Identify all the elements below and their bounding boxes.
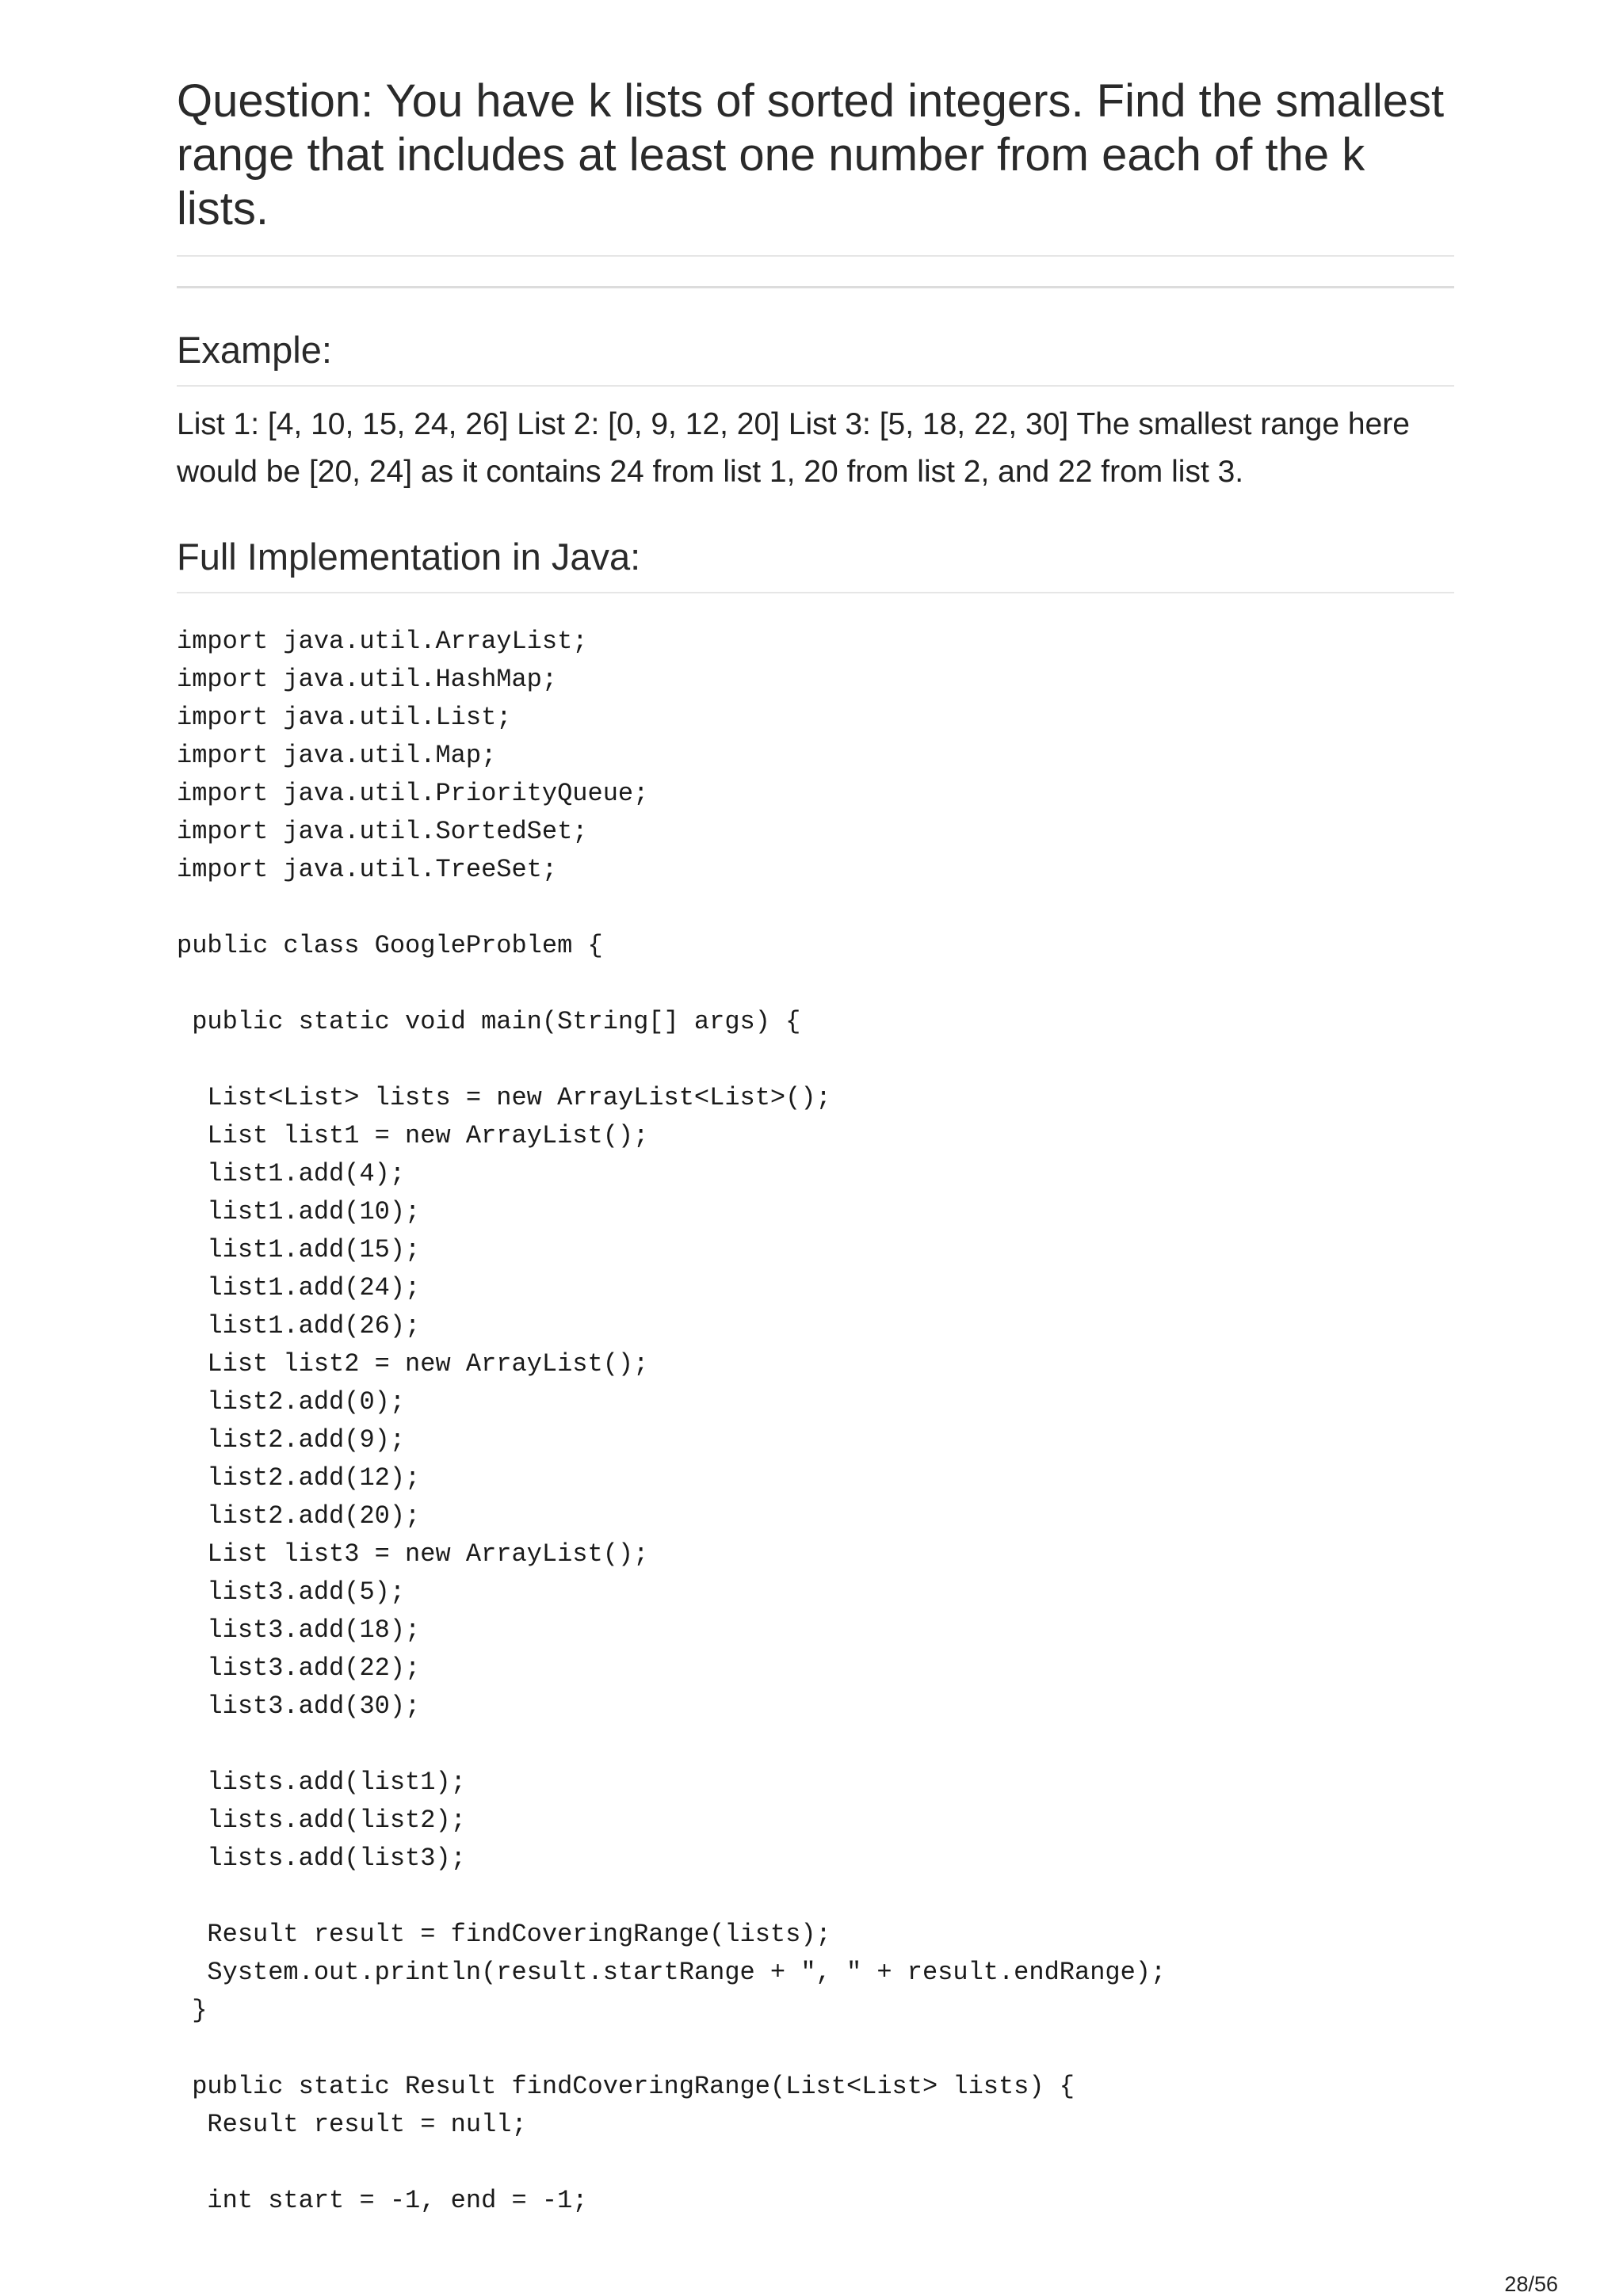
example-text: List 1: [4, 10, 15, 24, 26] List 2: [0, 9, 12, 20] List 3: [5, 18, 22, 30] The smallest range here would be [20, 24] as it contains 24 from list 1, 20 from list 2, and 22 from list 3. bbox=[177, 407, 1410, 489]
implementation-heading: Full Implementation in Java: bbox=[177, 536, 641, 578]
code-line: System.out.println(result.startRange + ", " + result.endRange); bbox=[177, 1958, 1167, 1987]
question-title: Question: You have k lists of sorted integers. Find the smallest range that includes at least one number from each of the k lists. bbox=[177, 75, 1445, 235]
code-line: list1.add(24); bbox=[177, 1273, 421, 1302]
code-line bbox=[177, 1041, 1166, 1079]
code-line: list2.add(0); bbox=[177, 1387, 406, 1417]
code-line: import java.util.Map; bbox=[177, 741, 497, 770]
code-line: List list3 = new ArrayList(); bbox=[177, 1539, 649, 1569]
code-line: list2.add(20); bbox=[177, 1501, 421, 1531]
code-line: import java.util.List; bbox=[177, 703, 512, 732]
code-line: import java.util.ArrayList; bbox=[177, 627, 588, 656]
code-line bbox=[177, 965, 1166, 1003]
code-line: list1.add(15); bbox=[177, 1235, 421, 1264]
code-line: lists.add(list1); bbox=[177, 1768, 466, 1797]
code-line: list2.add(9); bbox=[177, 1425, 406, 1455]
code-line: list1.add(10); bbox=[177, 1197, 421, 1226]
code-line: List list2 = new ArrayList(); bbox=[177, 1349, 649, 1379]
code-line bbox=[177, 1726, 1166, 1764]
code-line: list1.add(26); bbox=[177, 1311, 421, 1341]
code-line: list2.add(12); bbox=[177, 1463, 421, 1493]
java-code-block bbox=[177, 623, 1166, 2220]
example-heading-underline bbox=[177, 385, 1454, 387]
code-line: public class GoogleProblem { bbox=[177, 931, 603, 960]
code-line: list3.add(18); bbox=[177, 1615, 421, 1645]
code-line: list1.add(4); bbox=[177, 1159, 406, 1188]
code-line bbox=[177, 2144, 1166, 2182]
example-heading: Example: bbox=[177, 329, 332, 371]
implementation-heading-underline bbox=[177, 592, 1454, 593]
code-line bbox=[177, 2030, 1166, 2068]
code-line: public static Result findCoveringRange(List<List> lists) { bbox=[177, 2072, 1075, 2101]
code-line: import java.util.HashMap; bbox=[177, 665, 558, 694]
code-line: List<List> lists = new ArrayList<List>(); bbox=[177, 1083, 831, 1112]
code-line bbox=[177, 1878, 1166, 1916]
title-divider bbox=[177, 255, 1454, 257]
code-line: list3.add(22); bbox=[177, 1653, 421, 1683]
code-line: import java.util.TreeSet; bbox=[177, 855, 558, 884]
code-line: public static void main(String[] args) { bbox=[177, 1007, 801, 1036]
code-line: import java.util.PriorityQueue; bbox=[177, 779, 649, 808]
code-line: int start = -1, end = -1; bbox=[177, 2186, 588, 2215]
code-line: Result result = findCoveringRange(lists); bbox=[177, 1920, 831, 1949]
code-line: lists.add(list2); bbox=[177, 1806, 466, 1835]
section-divider bbox=[177, 286, 1454, 288]
page-number: 28/56 bbox=[1504, 2272, 1558, 2296]
code-line: import java.util.SortedSet; bbox=[177, 817, 588, 846]
code-line: } bbox=[177, 1996, 208, 2025]
code-line: list3.add(30); bbox=[177, 1691, 421, 1721]
code-line: List list1 = new ArrayList(); bbox=[177, 1121, 649, 1150]
code-line bbox=[177, 889, 1166, 927]
code-line: lists.add(list3); bbox=[177, 1844, 466, 1873]
code-line: list3.add(5); bbox=[177, 1577, 406, 1607]
code-line: Result result = null; bbox=[177, 2110, 527, 2139]
